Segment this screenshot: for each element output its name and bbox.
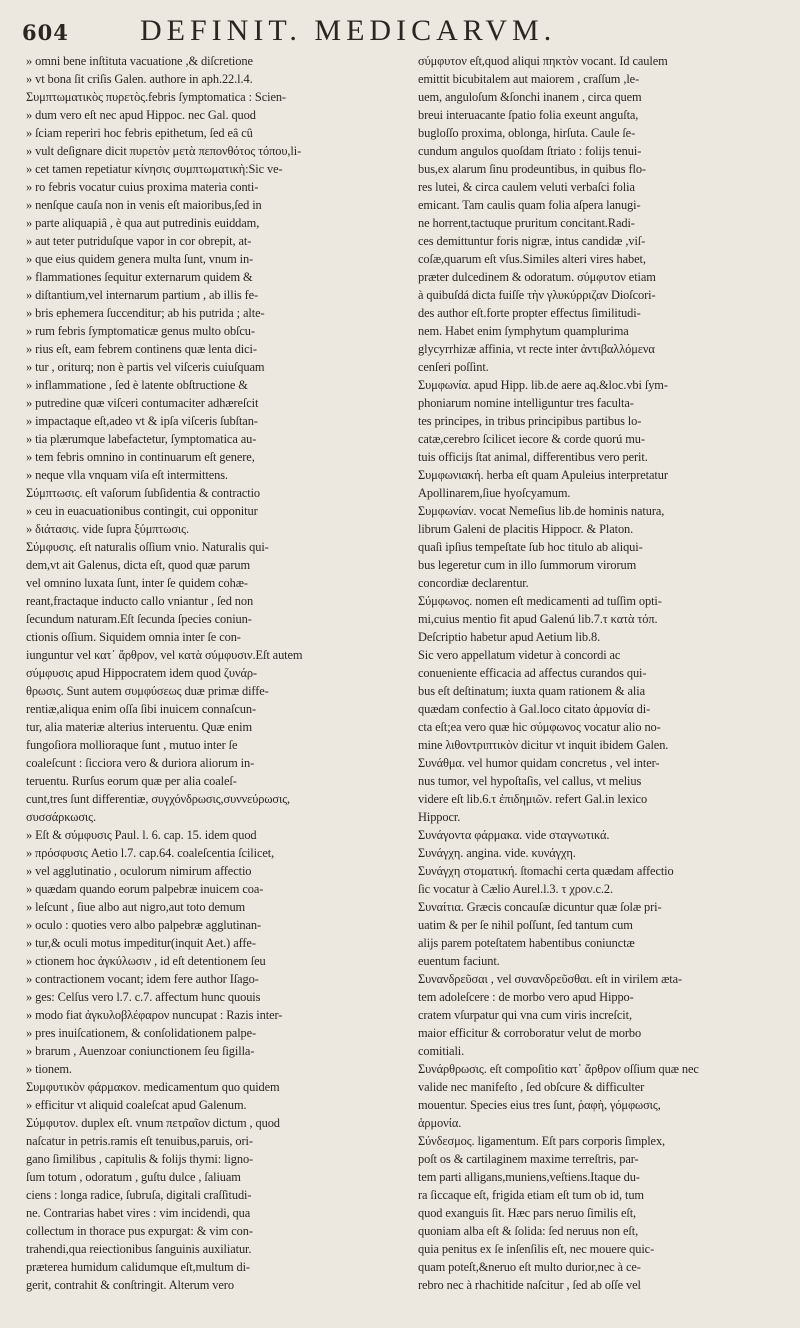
text-line: ne. Contrarias habet vires : vim incidendi, qua: [26, 1206, 251, 1220]
text-line: Σύμπτωσις. eſt vaſorum ſubſidentia & contractio: [26, 486, 261, 500]
text-line: » Eſt & σύμφυσις Paul. l. 6. cap. 15. idem quod: [26, 828, 257, 842]
text-line: des author eſt.forte propter effectus ſimilitudi-: [418, 306, 641, 320]
text-line: Συνάθμα. vel humor quidam concretus , vel inter-: [418, 756, 660, 770]
text-line: » quædam quando eorum palpebræ inuicem coa-: [26, 882, 264, 896]
text-line: » vel agglutinatio , oculorum nimirum affectio: [26, 864, 252, 878]
text-line: phoniarum nomine intelliguntur tres faculta-: [418, 396, 634, 410]
text-line: bus eſt deſtinatum; iuxta quam rationem & alia: [418, 684, 645, 698]
text-line: ces demittuntur foris nigræ, intus candidæ ,viſ-: [418, 234, 646, 248]
text-line: Συναίτια. Græcis concauſæ dicuntur quæ ſolæ pri-: [418, 900, 662, 914]
text-line: Συμπτωματικὸς πυρετὸς.febris ſymptomatica : Scien-: [26, 90, 286, 104]
text-line: » cet tamen repetiatur κίνησις συμπτωματικὴ:Sic ve-: [26, 162, 283, 176]
text-line: Σύνδεσμος. ligamentum. Eſt pars corporis ſimplex,: [418, 1134, 666, 1148]
text-line: σύμφυσις apud Hippocratem idem quod ζυνάρ-: [26, 666, 257, 680]
text-line: præter dulcedinem & odoratum. σύμφυτον etiam: [418, 270, 656, 284]
text-line: » diſtantium,vel internarum partium , ab illis fe-: [26, 288, 259, 302]
left-text-column: [26, 52, 388, 1320]
text-line: bugloſſo proxima, oblonga, hirſuta. Caule ſe-: [418, 126, 636, 140]
text-line: coaleſcunt : ſicciora vero & duriora aliorum in-: [26, 756, 255, 770]
text-line: mouentur. Species eius tres ſunt, ῥαφὴ, γόμφωσις,: [418, 1098, 661, 1112]
text-line: » tionem.: [26, 1062, 72, 1076]
text-line: bus legeretur cum in illo ſummorum virorum: [418, 558, 637, 572]
text-line: » aut teter putriduſque vapor in cor obrepit, at-: [26, 234, 252, 248]
text-line: nem. Habet enim ſymphytum quamplurima: [418, 324, 629, 338]
text-line: bus,ex alarum ſinu prodeuntibus, in quibus flo-: [418, 162, 646, 176]
text-line: » contractionem vocant; idem fere author Iſago-: [26, 972, 259, 986]
text-line: à quibuſdá dicta fuiſſe τὴν γλυκύρριζαν Dioſcori-: [418, 288, 656, 302]
text-line: mine λιθοντριπτικὸν dicitur vt inquit ibidem Galen.: [418, 738, 669, 752]
text-line: ſum totum , odoratum , guſtu dulce , ſaliuam: [26, 1170, 241, 1184]
text-line: emicant. Tam caulis quam folia aſpera lanugi-: [418, 198, 641, 212]
text-line: » omni bene inſtituta vacuatione ,& diſcretione: [26, 54, 253, 68]
text-line: ἁρμονία.: [418, 1116, 462, 1130]
text-line: ſic vocatur à Cælio Aurel.l.3. τ χρον.c.2.: [418, 882, 613, 896]
text-line: Hippocr.: [418, 810, 461, 824]
page-header: [0, 14, 800, 48]
text-line: cenſeri poſſint.: [418, 360, 489, 374]
text-line: » que eius quidem genera multa ſunt, vnum in-: [26, 252, 254, 266]
text-line: » putredine quæ viſceri contumaciter adhæreſcit: [26, 396, 259, 410]
text-line: collectum in thorace pus expurgat: & vim con-: [26, 1224, 253, 1238]
text-line: valide nec manifeſto , ſed obſcure & difficulter: [418, 1080, 645, 1094]
text-line: quod exanguis ſit. Hæc pars neruo ſimilis eſt,: [418, 1206, 637, 1220]
text-line: iunguntur vel κατ᾽ ἄρθρον, vel κατὰ σύμφυσιν.Eſt autem: [26, 648, 303, 662]
text-line: præterea humidum calidumque eſt,multum di-: [26, 1260, 250, 1274]
text-line: Συμφωνίαν. vocat Nemeſius lib.de hominis natura,: [418, 504, 665, 518]
text-line: tem adoleſcere : de morbo vero apud Hippo-: [418, 990, 634, 1004]
text-line: tuis officijs ſtat animal, differentibus vero perit.: [418, 450, 648, 464]
text-line: dem,vt ait Galenus, dicta eſt, quod quæ parum: [26, 558, 250, 572]
text-line: Συμφωνία. apud Hipp. lib.de aere aq.&loc.vbi ſym-: [418, 378, 668, 392]
text-line: » ro febris vocatur cuius proxima materia conti-: [26, 180, 259, 194]
text-line: trahendi,qua reiectionibus ſanguinis auxiliatur.: [26, 1242, 252, 1256]
text-line: » impactaque eſt,adeo vt & ipſa viſceris ſubſtan-: [26, 414, 258, 428]
text-line: » pres inuiſcationem, & conſolidationem palpe-: [26, 1026, 257, 1040]
text-line: cta eſt;ea vero quæ hic σύμφωνος vocatur alio no-: [418, 720, 661, 734]
text-line: tur, alia materiæ alterius interuentu. Quæ enim: [26, 720, 253, 734]
page-number: 604: [22, 20, 69, 45]
text-line: emittit bicubitalem aut maiorem , craſſum ,le-: [418, 72, 640, 86]
text-line: » ſciam reperiri hoc febris epithetum, ſed eâ cû: [26, 126, 253, 140]
text-line: gano ſimilibus , capitulis & folijs thymi: ligno-: [26, 1152, 254, 1166]
text-line: quædam confectio à Gal.loco citato ἁρμονία di-: [418, 702, 651, 716]
text-line: quam poteſt,&neruo eſt multo durior,nec à ce-: [418, 1260, 641, 1274]
text-line: » leſcunt , ſiue albo aut nigro,aut toto demum: [26, 900, 246, 914]
text-line: gerit, contrahit & conſtringit. Alterum vero: [26, 1278, 234, 1292]
text-line: » ctionem hoc ἀγκύλωσιν , id eſt detentionem ſeu: [26, 954, 266, 968]
text-line: » rius eſt, eam febrem continens quæ lenta dici-: [26, 342, 257, 356]
text-line: reant,fractaque inducto callo vniantur , ſed non: [26, 594, 254, 608]
running-head: DEFINIT. MEDICARVM.: [140, 14, 557, 47]
text-line: Deſcriptio habetur apud Aetium lib.8.: [418, 630, 601, 644]
text-line: nus tumor, vel hypoſtaſis, vel callus, vt melius: [418, 774, 642, 788]
text-line: Συνανδρεῦσαι , vel συνανδρεῦσθαι. eſt in virilem æta-: [418, 972, 683, 986]
text-line: euentum faciunt.: [418, 954, 500, 968]
text-line: » πρόσφυσις Aetio l.7. cap.64. coaleſcentia ſcilicet,: [26, 846, 275, 860]
text-line: » inflammatione , ſed è latente obſtructione &: [26, 378, 248, 392]
text-line: quia penitus ex ſe inſenſilis eſt, nec mouere quic-: [418, 1242, 655, 1256]
text-line: » ges: Celſus vero l.7. c.7. affectum hunc quouis: [26, 990, 261, 1004]
text-line: Sic vero appellatum videtur à concordi ac: [418, 648, 621, 662]
text-line: breui interuacante ſpatio folia exeunt anguſta,: [418, 108, 639, 122]
text-line: σύμφυτον eſt,quod aliqui πηκτὸν vocant. Id caulem: [418, 54, 668, 68]
text-line: » nenſque cauſa non in venis eſt maioribus,ſed in: [26, 198, 262, 212]
text-line: fungoſiora mollioraque ſunt , mutuo inter ſe: [26, 738, 238, 752]
text-line: » rum febris ſymptomaticæ genus multo obſcu-: [26, 324, 255, 338]
text-line: alijs parem poteſtatem habentibus coniunctæ: [418, 936, 635, 950]
text-line: » bris ephemera ſuccenditur; ab his putrida ; alte-: [26, 306, 265, 320]
text-line: concordiæ declarentur.: [418, 576, 529, 590]
right-text-column: [418, 52, 774, 1320]
text-line: Σύμφυσις. eſt naturalis oſſium vnio. Naturalis qui-: [26, 540, 269, 554]
text-line: Συνάγχη στοματική. ſtomachi certa quædam affectio: [418, 864, 674, 878]
text-line: » neque vlla vnquam viſa eſt intermittens.: [26, 468, 228, 482]
text-line: » διάτασις. vide ſupra ξύμπτωσις.: [26, 522, 189, 536]
text-line: » tur , oriturq; non è partis vel viſceris cuiuſquam: [26, 360, 265, 374]
text-line: conueniente efficacia ad affectus curandos qui-: [418, 666, 647, 680]
text-line: Apollinarem,ſiue hyoſcyamum.: [418, 486, 571, 500]
text-line: θρωσις. Sunt autem συμφύσεως duæ primæ diffe-: [26, 684, 269, 698]
text-line: cunt,tres ſunt differentiæ, συγχόνδρωσις,συννεύρωσις,: [26, 792, 291, 806]
text-line: » brarum , Auenzoar coniunctionem ſeu ſigilla-: [26, 1044, 255, 1058]
text-line: comitiali.: [418, 1044, 465, 1058]
text-line: vel omnino luxata ſunt, inter ſe quidem cohæ-: [26, 576, 248, 590]
text-line: Σύμφυτον. duplex eſt. vnum πετραῖον dictum , quod: [26, 1116, 280, 1130]
text-line: » dum vero eſt nec apud Hippoc. nec Gal. quod: [26, 108, 256, 122]
text-line: coſæ,quarum eſt vſus.Similes alteri vires habet,: [418, 252, 646, 266]
text-line: tem parti alligans,muniens,veſtiens.Itaque du-: [418, 1170, 640, 1184]
text-line: ſecundum naturam.Eſt ſecunda ſpecies coniun-: [26, 612, 252, 626]
text-line: uatim & per ſe nihil poſſunt, ſed tantum cum: [418, 918, 633, 932]
text-line: quoniam alba eſt & ſolida: ſed neruus non eſt,: [418, 1224, 639, 1238]
text-line: rentiæ,aliqua enim oſſa ſibi inuicem connaſcun-: [26, 702, 256, 716]
text-line: cundum angulos quoſdam ſtriato : folijs tenui-: [418, 144, 642, 158]
text-line: mi,cuius mentio fit apud Galenú lib.7.τ κατὰ τόπ.: [418, 612, 658, 626]
text-line: » tur,& oculi motus impeditur(inquit Aet.) affe-: [26, 936, 256, 950]
text-line: glycyrrhizæ affinia, vt recte inter ἀντιβαλλόμενα: [418, 342, 655, 356]
text-line: » vult deſignare dicit πυρετὸν μετὰ πεπονθότος τόπου,li-: [26, 144, 302, 158]
text-line: quaſi ipſius tempeſtate ſub hoc titulo ab aliqui-: [418, 540, 643, 554]
text-line: » tia plærumque labefactetur, ſymptomatica au-: [26, 432, 257, 446]
text-line: Σύμφωνος. nomen eſt medicamenti ad tuſſim opti-: [418, 594, 662, 608]
text-line: res lutei, & circa caulem veluti verbaſci folia: [418, 180, 635, 194]
text-line: Συνάγχη. angina. vide. κυνάγχη.: [418, 846, 576, 860]
text-line: poſt os & cartilaginem maxime terreſtris, par-: [418, 1152, 639, 1166]
text-line: uem, anguloſum &ſonchi inanem , circa quem: [418, 90, 642, 104]
text-line: » ceu in euacuationibus contingit, cui opponitur: [26, 504, 258, 518]
text-line: » flammationes ſequitur externarum quidem &: [26, 270, 253, 284]
text-line: tes principes, in tribus principibus partibus lo-: [418, 414, 642, 428]
text-line: ra ſiccaque eſt, frigida etiam eſt tum ob id, tum: [418, 1188, 644, 1202]
text-line: maior efficitur & corroboratur velut de morbo: [418, 1026, 642, 1040]
text-line: teruentu. Rurſus eorum quæ per alia coaleſ-: [26, 774, 237, 788]
text-line: » oculo : quoties vero albo palpebræ agglutinan-: [26, 918, 262, 932]
text-line: naſcatur in petris.ramis eſt tenuibus,paruis, ori-: [26, 1134, 253, 1148]
text-line: Συνάγοντα φάρμακα. vide σταγνωτικά.: [418, 828, 610, 842]
text-line: cratem vſurpatur qui vna cum viris increſcit,: [418, 1008, 632, 1022]
text-line: Συνάρθρωσις. eſt compoſitio κατ᾽ ἄρθρον oſſium quæ nec: [418, 1062, 699, 1076]
text-line: Συμφυτικὸν φάρμακον. medicamentum quo quidem: [26, 1080, 280, 1094]
text-line: librum Galeni de placitis Hippocr. & Platon.: [418, 522, 634, 536]
text-line: συσσάρκωσις.: [26, 810, 96, 824]
text-line: » modo fiat ἀγκυλοβλέφαρον nuncupat : Razis inter-: [26, 1008, 283, 1022]
text-line: ciens : longa radice, ſubruſa, digitali craſſitudi-: [26, 1188, 252, 1202]
text-line: catæ,cerebro ſcilicet iecore & corde quorú mu-: [418, 432, 645, 446]
text-line: Συμφωνιακή. herba eſt quam Apuleius interpretatur: [418, 468, 668, 482]
text-line: ne horrent,tactuque pruritum concitant.Radi-: [418, 216, 635, 230]
text-line: videre eſt lib.6.τ ἐπιδημιῶν. refert Gal.in lexico: [418, 792, 648, 806]
text-line: ctionis oſſium. Siquidem omnia inter ſe con-: [26, 630, 241, 644]
text-line: rebro nec à rhachitide naſcitur , ſed ab oſſe vel: [418, 1278, 641, 1292]
text-line: » parte aliquapiâ , è qua aut putredinis euiddam,: [26, 216, 260, 230]
text-line: » efficitur vt aliquid coaleſcat apud Galenum.: [26, 1098, 247, 1112]
text-line: » tem febris omnino in continuarum eſt genere,: [26, 450, 255, 464]
text-line: » vt bona ſit criſis Galen. authore in aph.22.l.4.: [26, 72, 253, 86]
